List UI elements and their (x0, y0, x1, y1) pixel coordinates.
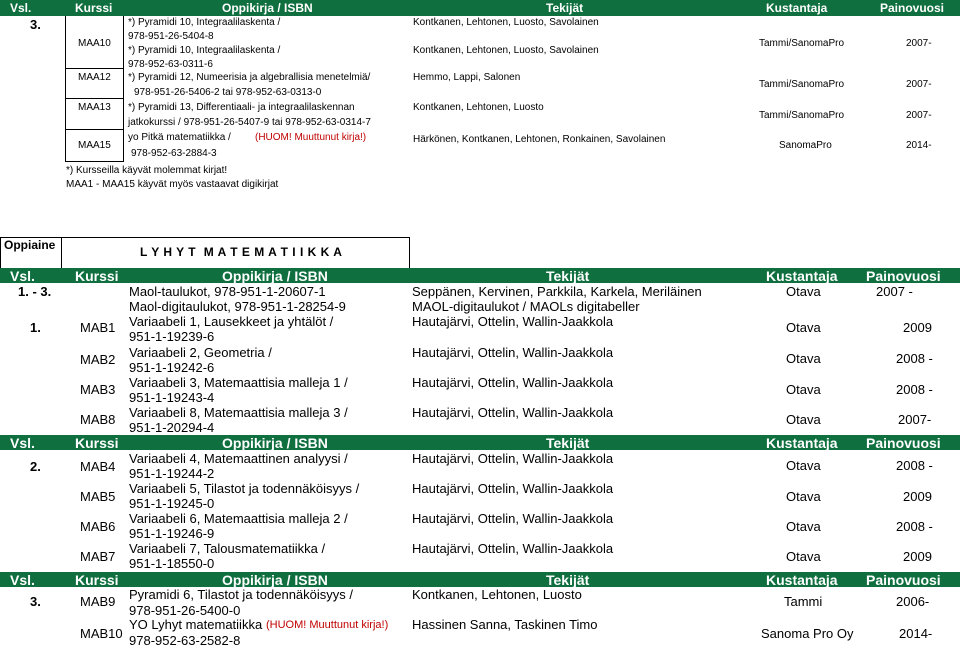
publisher: Tammi/SanomaPro (759, 38, 845, 49)
book-title: yo Pitkä matematiikka / (128, 132, 231, 143)
publisher: Otava (786, 458, 821, 473)
header-kustantaja: Kustantaja (766, 1, 828, 15)
book-isbn: 978-952-63-2884-3 (131, 148, 217, 159)
authors: Hautajärvi, Ottelin, Wallin-Jaakkola (412, 345, 614, 360)
group-label: 3. (30, 17, 41, 32)
group-label: 1. - 3. (18, 284, 52, 299)
book-title: *) Pyramidi 10, Integraalilaskenta / (128, 17, 281, 28)
header-vsl: Vsl. (10, 435, 35, 451)
authors: Hemmo, Lappi, Salonen (413, 72, 521, 83)
book-isbn: 951-1-19246-9 (129, 526, 215, 541)
course-code: MAA12 (78, 72, 111, 83)
book-title: Variaabeli 7, Talousmatematiikka / (129, 541, 326, 556)
authors: Hautajärvi, Ottelin, Wallin-Jaakkola (412, 511, 614, 526)
book-isbn: 978-952-63-2582-8 (129, 633, 241, 648)
header-kustantaja: Kustantaja (766, 268, 838, 284)
year: 2009 (903, 320, 932, 335)
subject-label: Oppiaine (4, 238, 56, 252)
book-title: Variaabeli 5, Tilastot ja todennäköisyys / (129, 481, 360, 496)
authors: Kontkanen, Lehtonen, Luosto (413, 102, 544, 113)
book-isbn: 951-1-18550-0 (129, 556, 215, 571)
course-code: MAB6 (80, 519, 116, 534)
grid-line (65, 16, 66, 162)
subject-title: L Y H Y T M A T E M A T I I K K A (140, 245, 343, 259)
grid-line (65, 98, 123, 99)
publisher: Otava (786, 320, 821, 335)
header-painovuosi: Painovuosi (866, 268, 941, 284)
header-tekijat: Tekijät (546, 435, 590, 451)
book-isbn: 951-1-19245-0 (129, 496, 215, 511)
publisher: Tammi/SanomaPro (759, 79, 845, 90)
year: 2007- (906, 38, 932, 49)
year: 2008 - (896, 458, 933, 473)
year: 2014- (906, 140, 932, 151)
book-title: Variaabeli 8, Matemaattisia malleja 3 / (129, 405, 348, 420)
book-title: Maol-taulukot, 978-951-1-20607-1 (129, 284, 326, 299)
publisher: Otava (786, 549, 821, 564)
authors: Hautajärvi, Ottelin, Wallin-Jaakkola (412, 405, 614, 420)
year: 2009 (903, 489, 932, 504)
header-kurssi: Kurssi (75, 1, 113, 15)
course-code: MAB5 (80, 489, 116, 504)
course-code: MAB1 (80, 320, 116, 335)
group-label: 3. (30, 594, 41, 609)
book-title: *) Pyramidi 13, Differentiaali- ja integraalilaskennan (128, 102, 355, 113)
book-title: Variaabeli 6, Matemaattisia malleja 2 / (129, 511, 348, 526)
book-isbn: 978-951-26-5404-8 (128, 31, 214, 42)
book-title: *) Pyramidi 10, Integraalilaskenta / (128, 45, 281, 56)
publisher: Otava (786, 412, 821, 427)
book-isbn: 978-951-26-5406-2 tai 978-952-63-0313-0 (134, 87, 322, 98)
header-oppikirja: Oppikirja / ISBN (222, 1, 313, 15)
authors: Hautajärvi, Ottelin, Wallin-Jaakkola (412, 451, 614, 466)
book-isbn: 978-952-63-0311-6 (128, 59, 213, 70)
book-title: Maol-digitaulukot, 978-951-1-28254-9 (129, 299, 346, 314)
footnote: MAA1 - MAA15 käyvät myös vastaavat digikirjat (66, 179, 279, 190)
book-title: Variaabeli 4, Matemaattinen analyysi / (129, 451, 348, 466)
year: 2007 - (876, 284, 913, 299)
publisher: Otava (786, 489, 821, 504)
book-isbn: 951-1-20294-4 (129, 420, 215, 435)
book-change-note: (HUOM! Muuttunut kirja!) (266, 619, 389, 631)
grid-line (65, 129, 123, 130)
header-kurssi: Kurssi (75, 435, 119, 451)
year: 2007- (906, 79, 932, 90)
course-code: MAB10 (80, 626, 123, 641)
publisher: Otava (786, 382, 821, 397)
header-oppikirja: Oppikirja / ISBN (222, 268, 328, 284)
header-tekijat: Tekijät (546, 268, 590, 284)
header-vsl: Vsl. (10, 268, 35, 284)
header-painovuosi: Painovuosi (866, 572, 941, 588)
authors: Härkönen, Kontkanen, Lehtonen, Ronkainen, Savolainen (413, 134, 666, 145)
year: 2008 - (896, 382, 933, 397)
grid-line (65, 68, 123, 69)
header-kustantaja: Kustantaja (766, 435, 838, 451)
grid-line (123, 16, 124, 162)
header-kustantaja: Kustantaja (766, 572, 838, 588)
authors: Hautajärvi, Ottelin, Wallin-Jaakkola (412, 481, 614, 496)
authors: Kontkanen, Lehtonen, Luosto, Savolainen (413, 45, 599, 56)
authors: Kontkanen, Lehtonen, Luosto (412, 587, 582, 602)
publisher: Otava (786, 284, 821, 299)
footnote: *) Kursseilla käyvät molemmat kirjat! (66, 165, 228, 176)
course-code: MAB7 (80, 549, 116, 564)
book-isbn: 951-1-19242-6 (129, 360, 215, 375)
header-oppikirja: Oppikirja / ISBN (222, 435, 328, 451)
header-tekijat: Tekijät (546, 572, 590, 588)
publisher: SanomaPro (779, 140, 832, 151)
publisher: Otava (786, 351, 821, 366)
course-code: MAB3 (80, 382, 116, 397)
course-code: MAB9 (80, 594, 116, 609)
book-isbn: 951-1-19244-2 (129, 466, 215, 481)
authors: Hautajärvi, Ottelin, Wallin-Jaakkola (412, 314, 614, 329)
header-kurssi: Kurssi (75, 268, 119, 284)
course-code: MAA10 (78, 38, 111, 49)
year: 2008 - (896, 351, 933, 366)
publisher: Otava (786, 519, 821, 534)
group-label: 1. (30, 320, 41, 335)
publisher: Tammi/SanomaPro (759, 110, 845, 121)
header-vsl: Vsl. (10, 1, 32, 15)
header-vsl: Vsl. (10, 572, 35, 588)
course-code: MAB8 (80, 412, 116, 427)
book-title: YO Lyhyt matematiikka (129, 617, 263, 632)
book-title: Variaabeli 1, Lausekkeet ja yhtälöt / (129, 314, 334, 329)
authors: Hautajärvi, Ottelin, Wallin-Jaakkola (412, 541, 614, 556)
grid-line (65, 161, 123, 162)
year: 2007- (898, 412, 932, 427)
course-code: MAA13 (78, 102, 111, 113)
group-label: 2. (30, 459, 41, 474)
year: 2009 (903, 549, 932, 564)
header-painovuosi: Painovuosi (866, 435, 941, 451)
header-tekijat: Tekijät (546, 1, 584, 15)
publisher: Tammi (784, 594, 823, 609)
year: 2006- (896, 594, 930, 609)
book-title: Pyramidi 6, Tilastot ja todennäköisyys / (129, 587, 353, 602)
header-painovuosi: Painovuosi (880, 1, 945, 15)
course-code: MAB4 (80, 459, 116, 474)
authors: Kontkanen, Lehtonen, Luosto, Savolainen (413, 17, 599, 28)
book-change-note: (HUOM! Muuttunut kirja!) (255, 132, 367, 143)
publisher: Sanoma Pro Oy (761, 626, 854, 641)
book-title: Variaabeli 3, Matemaattisia malleja 1 / (129, 375, 348, 390)
authors: Seppänen, Kervinen, Parkkila, Karkela, Meriläinen (412, 284, 702, 299)
book-title: Variaabeli 2, Geometria / (129, 345, 272, 360)
year: 2014- (899, 626, 933, 641)
book-title: *) Pyramidi 12, Numeerisia ja algebrallisia menetelmiä/ (128, 72, 371, 83)
book-isbn: jatkokurssi / 978-951-26-5407-9 tai 978-952-63-0314-7 (128, 117, 371, 128)
authors: Hautajärvi, Ottelin, Wallin-Jaakkola (412, 375, 614, 390)
book-isbn: 951-1-19243-4 (129, 390, 215, 405)
course-code: MAB2 (80, 352, 116, 367)
year: 2008 - (896, 519, 933, 534)
header-oppikirja: Oppikirja / ISBN (222, 572, 328, 588)
header-kurssi: Kurssi (75, 572, 119, 588)
authors: Hassinen Sanna, Taskinen Timo (412, 617, 598, 632)
book-isbn: 951-1-19239-6 (129, 329, 215, 344)
book-isbn: 978-951-26-5400-0 (129, 603, 241, 618)
course-code: MAA15 (78, 140, 111, 151)
authors: MAOL-digitaulukot / MAOLs digitabeller (412, 299, 640, 314)
year: 2007- (906, 110, 932, 121)
